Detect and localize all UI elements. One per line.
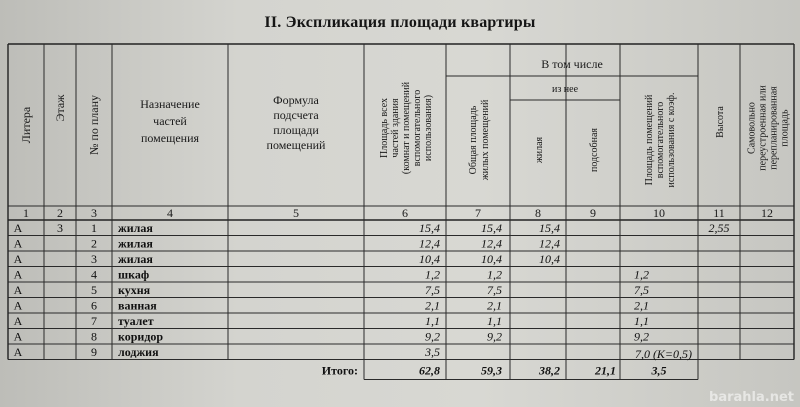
- cell-name: ванная: [118, 298, 157, 313]
- vertical-header-line: № по плану: [87, 94, 101, 156]
- header-vspomog: [644, 93, 677, 188]
- column-number: 7: [475, 206, 481, 220]
- column-number: 6: [402, 206, 408, 220]
- cell-litera: А: [13, 283, 23, 297]
- cell-total: 1,2: [487, 267, 502, 282]
- cell-total: 12,4: [481, 236, 502, 251]
- cell-no: 9: [91, 345, 97, 359]
- cell-name: шкаф: [118, 267, 150, 282]
- cell-litera: А: [13, 314, 23, 328]
- vertical-header-line: Самовольно: [746, 102, 758, 154]
- header-formula-line: Формула: [273, 93, 319, 107]
- cell-litera: А: [13, 252, 23, 266]
- cell-total: 15,4: [481, 221, 502, 235]
- watermark: barahla.net: [709, 390, 794, 405]
- cell-no: 4: [91, 267, 97, 282]
- vertical-header-line: площадь: [779, 109, 791, 147]
- vertical-header-line: Этаж: [53, 94, 67, 122]
- cell-aux: 9,2: [634, 329, 649, 344]
- cell-total: 10,4: [481, 252, 502, 266]
- cell-no: 5: [91, 283, 97, 297]
- column-number: 10: [653, 206, 665, 220]
- column-number: 4: [167, 206, 173, 220]
- cell-aux: 1,2: [634, 267, 649, 282]
- cell-area: 1,1: [425, 314, 440, 328]
- vertical-header-line: вспомогательного: [412, 89, 423, 167]
- vertical-header-line: (комнат и помещений: [401, 81, 412, 175]
- cell-name: коридор: [118, 329, 164, 344]
- header-etazh: [53, 94, 67, 122]
- header-samovolno: [747, 85, 791, 171]
- totals-label: Итого:: [321, 363, 358, 378]
- header-naznachenie-line: помещения: [140, 131, 200, 145]
- header-formula-line: площади: [273, 123, 319, 137]
- vertical-header-line: использования): [423, 94, 434, 162]
- header-v-tom-chisle: В том числе: [541, 57, 603, 71]
- cell-litera: А: [13, 298, 23, 313]
- vertical-header-line: Площадь помещений: [644, 94, 655, 186]
- header-podsobnaya: [589, 128, 600, 172]
- vertical-header-line: использования с коэф.: [666, 92, 677, 188]
- vertical-header-line: вспомогательного: [655, 101, 666, 179]
- cell-litera: А: [13, 236, 23, 251]
- vertical-header-line: жилых помещений: [480, 99, 491, 181]
- header-formula-line: помещений: [266, 138, 326, 152]
- header-no-po-planu: [87, 95, 101, 155]
- cell-living: 12,4: [539, 236, 560, 251]
- vertical-header-line: Площадь всех: [379, 97, 390, 159]
- cell-no: 6: [91, 298, 97, 313]
- column-number: 11: [713, 206, 725, 220]
- vertical-header-line: Литера: [19, 106, 33, 144]
- cell-no: 1: [91, 221, 97, 235]
- vertical-header-line: подсобная: [589, 127, 600, 173]
- header-naznachenie-line: частей: [153, 114, 187, 128]
- cell-name: кухня: [118, 283, 151, 297]
- cell-name: туалет: [118, 314, 154, 328]
- column-number: 5: [293, 206, 299, 220]
- cell-total: 9,2: [487, 329, 502, 344]
- cell-aux: 1,1: [634, 314, 649, 328]
- cell-litera: А: [13, 329, 23, 344]
- totals-coef: 3,5: [651, 363, 667, 378]
- cell-aux: 7,5: [634, 283, 649, 297]
- header-litera: [19, 106, 33, 143]
- header-zhilaya: [534, 136, 545, 164]
- vertical-header-line: Высота: [715, 106, 726, 138]
- cell-no: 7: [91, 314, 97, 328]
- cell-aux: 2,1: [634, 298, 649, 313]
- cell-living: 10,4: [539, 252, 560, 266]
- cell-no: 3: [91, 252, 97, 266]
- totals-living: 38,2: [539, 363, 560, 378]
- cell-total: 2,1: [487, 298, 502, 313]
- vertical-header-line: переустроенная или: [757, 85, 769, 171]
- cell-name: жилая: [118, 221, 153, 235]
- totals-total: 59,3: [481, 363, 502, 378]
- cell-area: 12,4: [419, 236, 440, 251]
- cell-etazh: 3: [57, 221, 63, 235]
- vertical-header-line: Общая площадь: [468, 105, 479, 175]
- cell-no: 2: [91, 236, 97, 251]
- cell-height: 2,55: [708, 221, 730, 235]
- header-obshchaya: [468, 99, 491, 181]
- cell-no: 8: [91, 329, 97, 344]
- vertical-header-line: жилая: [534, 136, 545, 164]
- column-number: 1: [23, 206, 29, 220]
- cell-total: 7,5: [487, 283, 502, 297]
- column-number: 2: [57, 206, 63, 220]
- cell-area: 3,5: [425, 345, 440, 359]
- cell-name: жилая: [118, 252, 153, 266]
- cell-name: лоджия: [118, 345, 159, 359]
- page-title: II. Экспликация площади квартиры: [264, 14, 536, 31]
- totals-area: 62,8: [419, 363, 440, 378]
- column-number: 8: [535, 206, 541, 220]
- header-naznachenie-line: Назначение: [140, 97, 200, 111]
- cell-litera: А: [13, 345, 23, 359]
- cell-living: 15,4: [539, 221, 560, 235]
- header-formula-line: подсчета: [273, 108, 319, 122]
- vertical-header-line: частей здания: [390, 98, 401, 158]
- header-ploshchad-vsekh: [379, 81, 434, 174]
- cell-litera: А: [13, 221, 23, 235]
- vertical-header-line: перепланированная: [768, 86, 780, 170]
- column-number: 3: [91, 206, 97, 220]
- column-number: 12: [761, 206, 773, 220]
- totals-aux: 21,1: [595, 363, 616, 378]
- cell-area: 1,2: [425, 267, 440, 282]
- cell-area: 9,2: [425, 329, 440, 344]
- header-vysota: [715, 106, 726, 138]
- cell-area: 7,5: [425, 283, 440, 297]
- column-number: 9: [590, 206, 596, 220]
- cell-coef: 7,0 (К=0,5): [634, 347, 692, 361]
- cell-area: 10,4: [419, 252, 440, 266]
- cell-area: 15,4: [419, 221, 440, 235]
- cell-area: 2,1: [425, 298, 440, 313]
- cell-total: 1,1: [487, 314, 502, 328]
- header-iz-nee: из нее: [551, 84, 579, 95]
- cell-name: жилая: [118, 236, 153, 251]
- cell-litera: А: [13, 267, 23, 282]
